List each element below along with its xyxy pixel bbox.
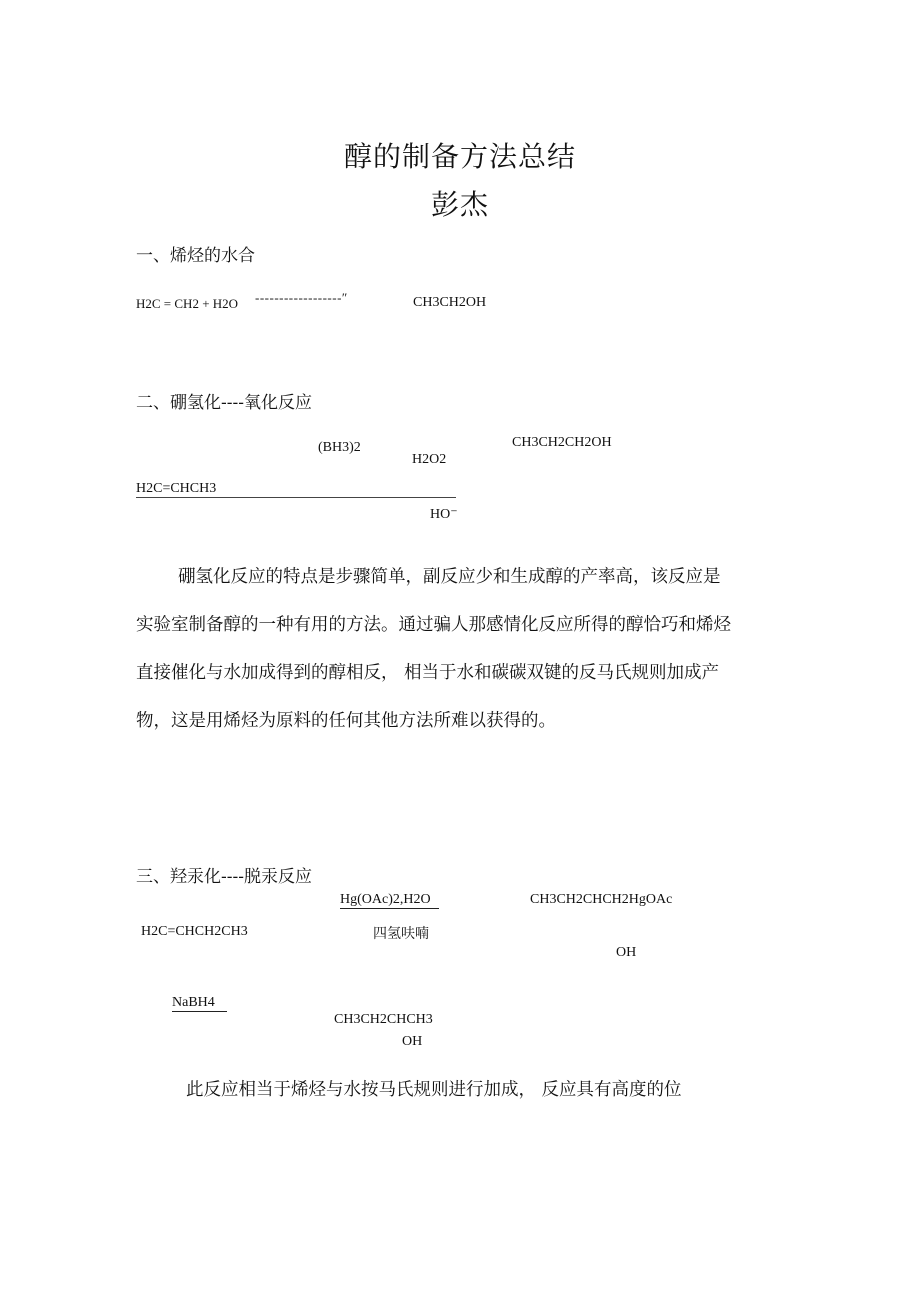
reaction3-intermediate-oh: OH xyxy=(616,945,637,960)
reaction3-reagent-mercury: Hg(OAc)2,H2O xyxy=(340,892,439,909)
reaction2-reactant: H2C=CHCH3 xyxy=(136,481,217,496)
reaction3-product-oh: OH xyxy=(402,1034,423,1049)
reaction3-intermediate: CH3CH2CHCH2HgOAc xyxy=(530,892,673,907)
reaction3-reactant: H2C=CHCH2CH3 xyxy=(141,924,248,939)
reaction2-product: CH3CH2CH2OH xyxy=(512,435,612,450)
section-heading-2: 二、硼氢化----氧化反应 xyxy=(136,393,312,413)
reaction1-product: CH3CH2OH xyxy=(413,295,487,310)
paragraph-oxymercuration: 此反应相当于烯烃与水按马氏规则进行加成， 反应具有高度的位 xyxy=(186,1080,682,1100)
reaction3-product: CH3CH2CHCH3 xyxy=(334,1012,433,1027)
section-heading-1: 一、烯烃的水合 xyxy=(136,246,255,266)
author-name: 彭杰 xyxy=(430,188,489,221)
reaction1-arrow: ------------------″ xyxy=(255,290,348,305)
page-title: 醇的制备方法总结 xyxy=(343,140,576,173)
reaction2-reagent-peroxide: H2O2 xyxy=(412,452,447,467)
reaction1-reactants: H2C = CH2 + H2O xyxy=(136,296,239,311)
reaction3-reagent-borohydride: NaBH4 xyxy=(172,995,227,1012)
reaction2-base: HO⁻ xyxy=(430,507,458,522)
reaction2-reagent-borane: (BH3)2 xyxy=(318,440,361,455)
reaction3-solvent: 四氢呋喃 xyxy=(373,927,429,942)
section-heading-3: 三、羟汞化----脱汞反应 xyxy=(136,867,312,887)
reaction2-arrow-line xyxy=(136,497,456,498)
paragraph-hydroboration: 硼氢化反应的特点是步骤简单，副反应少和生成醇的产率高，该反应是实验室制备醇的一种有用的方法。通过骗人那感情化反应所得的醇恰巧和烯烃直接催化与水加成得到的醇相反， 相当于水和碳碳双键的反马氏规则加成产物，这是用烯烃为原料的任何其他方法所难以获得的。 xyxy=(136,567,731,731)
